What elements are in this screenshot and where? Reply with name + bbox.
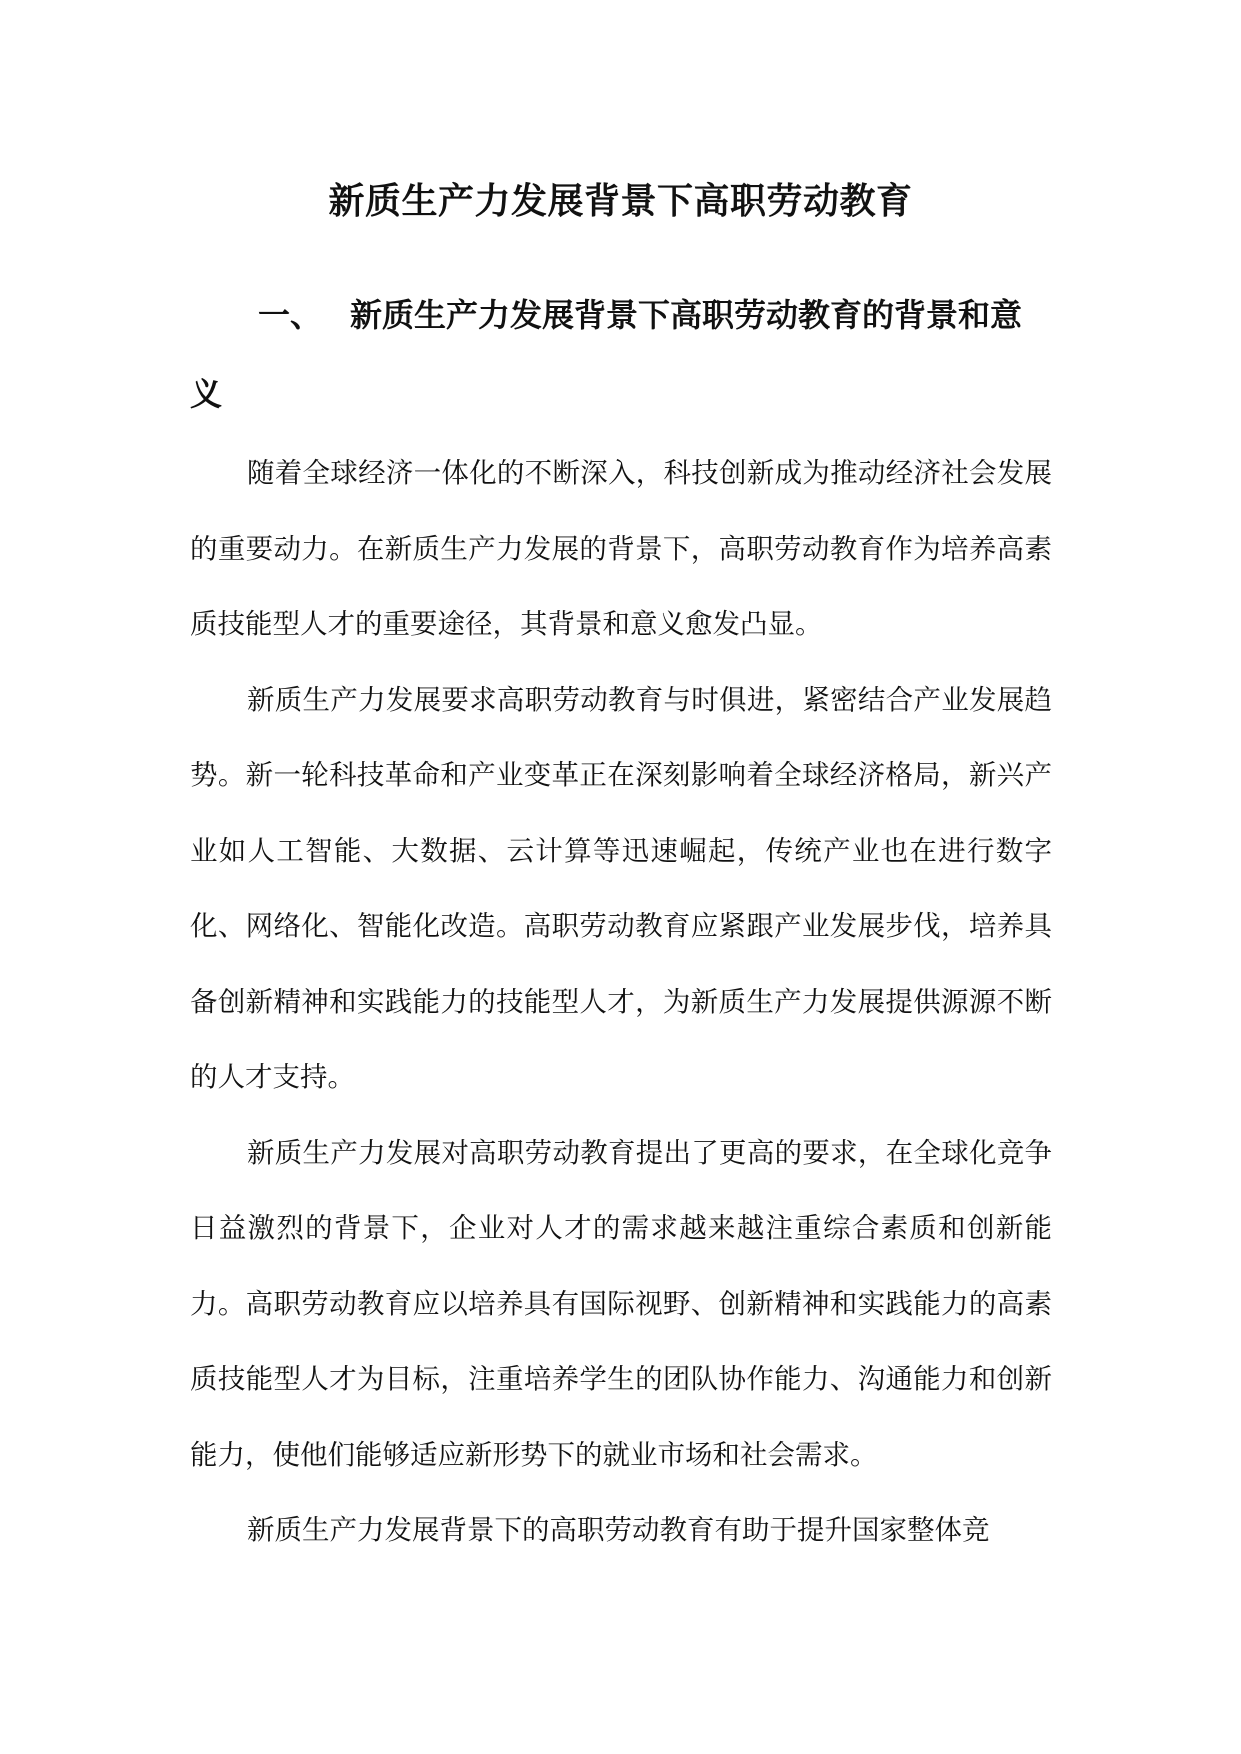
section-number: 一、 — [258, 296, 323, 334]
section-heading-text: 新质生产力发展背景下高职劳动教育的背景和意 — [350, 296, 1023, 334]
paragraph: 新质生产力发展背景下的高职劳动教育有助于提升国家整体竞 — [247, 1514, 990, 1546]
paragraph: 随着全球经济一体化的不断深入，科技创新成为推动经济社会发展的重要动力。在新质生产力发展的背景下，高职劳动教育作为培养高素质技能型人才的重要途径，其背景和意义愈发凸显。 — [190, 457, 1052, 640]
paragraph: 新质生产力发展对高职劳动教育提出了更高的要求，在全球化竞争日益激烈的背景下，企业对人才的需求越来越注重综合素质和创新能力。高职劳动教育应以培养具有国际视野、创新精神和实践能力的高素质技能型人才为目标，注重培养学生的团队协作能力、沟通能力和创新能力，使他们能够适应新形势下的就业市场和社会需求。 — [190, 1136, 1052, 1471]
body-text — [190, 436, 1052, 1569]
section-heading — [190, 276, 1052, 434]
document-title: 新质生产力发展背景下高职劳动教育 — [328, 181, 913, 223]
section-heading-line1 — [190, 276, 1052, 355]
section-heading-line2: 义 — [190, 375, 223, 413]
paragraph: 新质生产力发展要求高职劳动教育与时俱进，紧密结合产业发展趋势。新一轮科技革命和产业变革正在深刻影响着全球经济格局，新兴产业如人工智能、大数据、云计算等迅速崛起，传统产业也在进行数字化、网络化、智能化改造。高职劳动教育应紧跟产业发展步伐，培养具备创新精神和实践能力的技能型人才，为新质生产力发展提供源源不断的人才支持。 — [190, 683, 1052, 1093]
